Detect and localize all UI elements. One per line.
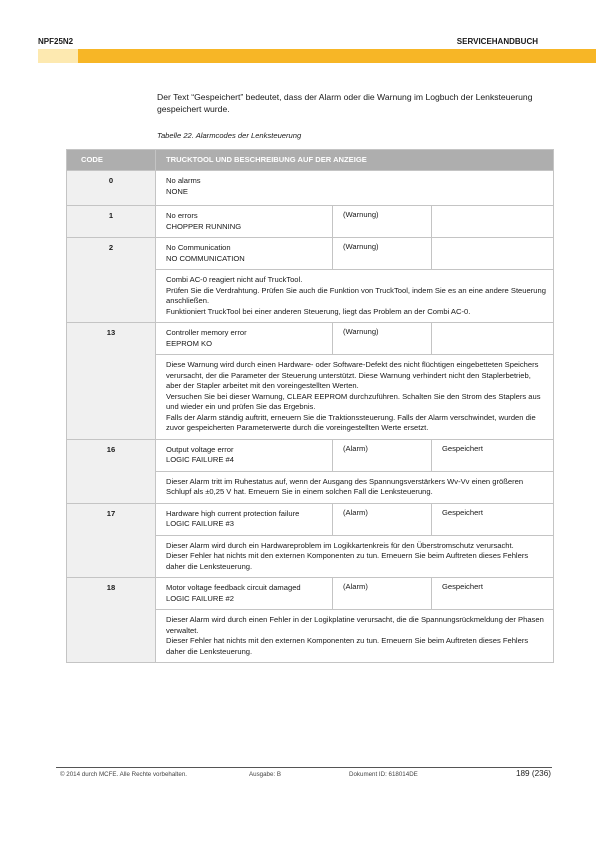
explanation-paragraph: Dieser Fehler hat nichts mit den externen Komponenten zu tun. Erneuern Sie beim Auftreten dieses Fehlers daher die Lenksteuerung. bbox=[166, 636, 529, 656]
table-caption: Tabelle 22. Alarmcodes der Lenksteuerung bbox=[157, 131, 302, 140]
table-row bbox=[67, 171, 554, 206]
alarm-explanation bbox=[156, 270, 554, 323]
alarm-display-name: LOGIC FAILURE #4 bbox=[166, 455, 234, 464]
alarm-description: No alarms bbox=[166, 176, 201, 185]
alarm-code-table bbox=[66, 149, 554, 663]
alarm-type: (Alarm) bbox=[333, 503, 432, 535]
explanation-paragraph: Prüfen Sie die Verdrahtung. Prüfen Sie auch die Funktion von TruckTool, indem Sie es an eine andere Steuerung anschließen. bbox=[166, 285, 546, 305]
alarm-code: 2 bbox=[67, 238, 156, 323]
table-row bbox=[67, 238, 554, 270]
footer-edition: Ausgabe: B bbox=[249, 771, 281, 778]
alarm-saved-status bbox=[432, 323, 554, 355]
alarm-type: (Warnung) bbox=[333, 206, 432, 238]
explanation-paragraph: Dieser Fehler hat nichts mit den externen Komponenten zu tun. Erneuern Sie beim Auftreten dieses Fehlers daher die Lenksteuerung. bbox=[166, 551, 529, 571]
alarm-code: 1 bbox=[67, 206, 156, 238]
alarm-display-text bbox=[156, 503, 333, 535]
header-bar bbox=[78, 49, 596, 63]
alarm-display-text bbox=[156, 171, 554, 206]
explanation-paragraph: Dieser Alarm wird durch ein Hardwareproblem im Logikkartenkreis für den Überstromschutz verursacht. bbox=[166, 540, 514, 550]
header-bar-light bbox=[38, 49, 78, 63]
alarm-display-text bbox=[156, 578, 333, 610]
explanation-paragraph: Dieser Alarm tritt im Ruhestatus auf, wenn der Ausgang des Spannungsverstärkers Wv-Vv einen größeren Schlupf als ±0,25 V hat. Erneuern Sie in einem solchen Fall die Lenksteuerung. bbox=[166, 476, 524, 496]
footer-copyright: © 2014 durch MCFE. Alle Rechte vorbehalten. bbox=[60, 771, 188, 778]
alarm-saved-status bbox=[432, 206, 554, 238]
alarm-description: Output voltage error bbox=[166, 444, 234, 454]
table-row bbox=[67, 578, 554, 610]
header-title: SERVICEHANDBUCH bbox=[456, 37, 538, 46]
alarm-code: 16 bbox=[67, 439, 156, 503]
table-row bbox=[67, 206, 554, 238]
alarm-explanation bbox=[156, 535, 554, 578]
table-row bbox=[67, 439, 554, 471]
alarm-explanation bbox=[156, 355, 554, 440]
alarm-display-name: EEPROM KO bbox=[166, 338, 212, 348]
alarm-display-text bbox=[156, 238, 333, 270]
alarm-description: Hardware high current protection failure bbox=[166, 508, 300, 518]
intro-paragraph: Der Text “Gespeichert” bedeutet, dass der Alarm oder die Warnung im Logbuch der Lenksteuerung gespeichert wurde. bbox=[157, 92, 533, 114]
alarm-display-name: LOGIC FAILURE #2 bbox=[166, 593, 234, 603]
table-body bbox=[67, 171, 554, 663]
alarm-description: Motor voltage feedback circuit damaged bbox=[166, 583, 301, 592]
table-row bbox=[67, 503, 554, 535]
alarm-display-text bbox=[156, 439, 333, 471]
alarm-code: 13 bbox=[67, 323, 156, 440]
explanation-paragraph: Diese Warnung wird durch einen Hardware- oder Software-Defekt des nicht flüchtigen eingebetteten Speichers verursacht, der die Parameter der Steuerung unterstützt. Diese Warnung verhindert nicht den Staplerbetrieb, aber der Stapler arbeitet mit den voreingestellten Werten. bbox=[166, 360, 539, 390]
alarm-display-name: NONE bbox=[166, 186, 188, 196]
header-model: NPF25N2 bbox=[38, 37, 74, 46]
alarm-display-name: CHOPPER RUNNING bbox=[166, 221, 242, 231]
explanation-paragraph: Combi AC-0 reagiert nicht auf TruckTool. bbox=[166, 275, 303, 284]
explanation-paragraph: Dieser Alarm wird durch einen Fehler in der Logikplatine verursacht, die die Spannungsrückmeldung der Phasen verwaltet. bbox=[166, 615, 544, 635]
alarm-saved-status: Gespeichert bbox=[432, 503, 554, 535]
alarm-type: (Alarm) bbox=[333, 578, 432, 610]
alarm-type: (Warnung) bbox=[333, 323, 432, 355]
page-number: 189 (236) bbox=[515, 769, 551, 778]
alarm-type: (Alarm) bbox=[333, 439, 432, 471]
alarm-description: No errors bbox=[166, 211, 198, 220]
alarm-description: No Communication bbox=[166, 243, 231, 252]
alarm-type: (Warnung) bbox=[333, 238, 432, 270]
alarm-description: Controller memory error bbox=[166, 328, 247, 337]
table-row bbox=[67, 323, 554, 355]
alarm-explanation bbox=[156, 610, 554, 663]
alarm-saved-status: Gespeichert bbox=[432, 439, 554, 471]
alarm-code: 0 bbox=[67, 171, 156, 206]
column-header-code: CODE bbox=[67, 150, 156, 171]
alarm-code: 18 bbox=[67, 578, 156, 663]
alarm-display-name: NO COMMUNICATION bbox=[166, 253, 245, 263]
alarm-display-name: LOGIC FAILURE #3 bbox=[166, 519, 234, 528]
explanation-paragraph: Funktioniert TruckTool bei einer anderen Steuerung, liegt das Problem an der Combi AC-0. bbox=[166, 306, 471, 316]
explanation-paragraph: Falls der Alarm ständig auftritt, erneuern Sie die Traktionssteuerung. Falls der Alarm verschwindet, wurden die zuvor gespeicherten Parameterwerte durch die voreingestellten Werte ersetzt. bbox=[166, 412, 536, 432]
table-header-row bbox=[67, 150, 554, 171]
explanation-paragraph: Versuchen Sie bei dieser Warnung, CLEAR EEPROM durchzuführen. Schalten Sie den Strom des Staplers aus und wieder ein und prüfen Sie das Ergebnis. bbox=[166, 391, 541, 411]
alarm-saved-status bbox=[432, 238, 554, 270]
alarm-explanation bbox=[156, 471, 554, 503]
alarm-display-text bbox=[156, 323, 333, 355]
footer-rule bbox=[56, 767, 552, 768]
alarm-saved-status: Gespeichert bbox=[432, 578, 554, 610]
footer-document-id: Dokument ID: 618014DE bbox=[349, 771, 418, 778]
alarm-display-text bbox=[156, 206, 333, 238]
alarm-code: 17 bbox=[67, 503, 156, 578]
column-header-description: TRUCKTOOL UND BESCHREIBUNG AUF DER ANZEIGE bbox=[156, 150, 554, 171]
